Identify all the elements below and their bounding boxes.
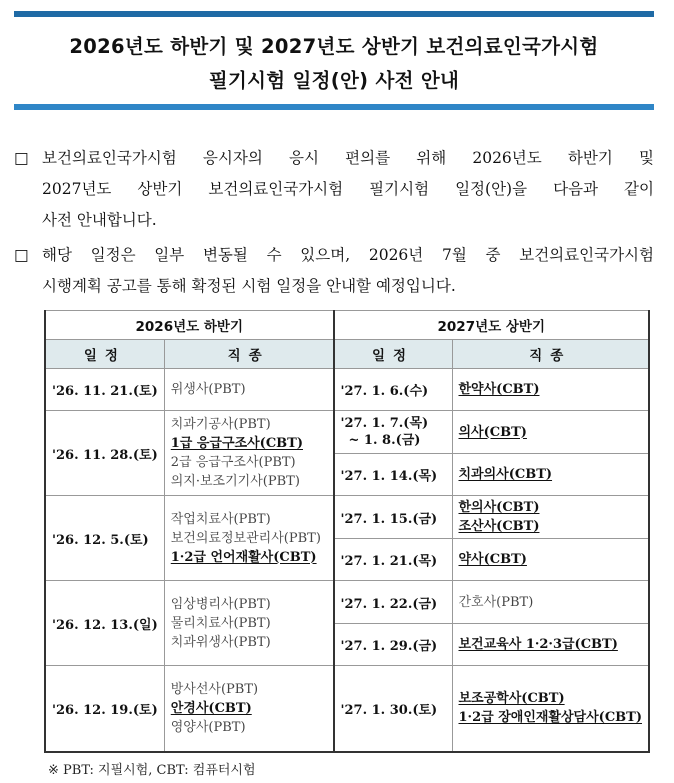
title-top-rule bbox=[14, 11, 654, 17]
job-item: 임상병리사(PBT) bbox=[170, 596, 271, 612]
paragraph-line: 보건의료인국가시험 응시자의 응시 편의를 위해 2026년도 하반기 및 bbox=[42, 149, 654, 167]
job-item: 1·2급 장애인재활상담사(CBT) bbox=[458, 710, 642, 726]
job-cell bbox=[164, 581, 333, 666]
notice-paragraph-2 bbox=[14, 240, 654, 302]
job-item: 보건의료정보관리사(PBT) bbox=[170, 530, 321, 546]
date-cell: '27. 1. 15.(금) bbox=[334, 496, 452, 539]
notice-paragraph-1 bbox=[14, 143, 654, 236]
job-item: 한약사(CBT) bbox=[458, 382, 540, 397]
job-item: 의사(CBT) bbox=[458, 424, 527, 440]
job-item: 간호사(PBT) bbox=[458, 594, 534, 610]
col-header-job: 직종 bbox=[164, 340, 333, 369]
job-cell bbox=[452, 454, 649, 496]
bullet-box-icon: □ bbox=[14, 149, 29, 167]
job-item: 치과위생사(PBT) bbox=[170, 634, 271, 650]
job-item: 영양사(PBT) bbox=[170, 719, 246, 735]
job-item: 보건교육사 1·2·3급(CBT) bbox=[458, 637, 618, 652]
job-item: 2급 응급구조사(PBT) bbox=[170, 455, 296, 470]
date-cell: '27. 1. 6.(수) bbox=[334, 369, 452, 411]
job-cell bbox=[452, 666, 649, 752]
job-cell bbox=[452, 624, 649, 666]
date-cell: '27. 1. 14.(목) bbox=[334, 454, 452, 496]
job-cell bbox=[164, 496, 333, 581]
date-cell: '27. 1. 29.(금) bbox=[334, 624, 452, 666]
job-cell bbox=[452, 411, 649, 454]
col-header-job: 직종 bbox=[452, 340, 649, 369]
date-cell: '27. 1. 30.(토) bbox=[334, 666, 452, 752]
paragraph-line: 사전 안내합니다. bbox=[42, 211, 157, 229]
footnote-legend: ※ PBT: 지필시험, CBT: 컴퓨터시험 bbox=[48, 763, 256, 778]
page-title-line1: 2026년도 하반기 및 2027년도 상반기 보건의료인국가시험 bbox=[69, 35, 599, 58]
job-cell bbox=[452, 496, 649, 539]
date-line: ~ 1. 8.(금) bbox=[348, 433, 421, 448]
job-item: 1급 응급구조사(CBT) bbox=[170, 436, 303, 451]
date-cell: '26. 11. 28.(토) bbox=[45, 411, 164, 496]
job-cell bbox=[164, 411, 333, 496]
date-cell: '26. 12. 13.(일) bbox=[45, 581, 164, 666]
job-item: 치과의사(CBT) bbox=[458, 467, 553, 482]
bullet-box-icon: □ bbox=[14, 246, 29, 264]
paragraph-line: 2027년도 상반기 보건의료인국가시험 필기시험 일정(안)을 다음과 같이 bbox=[42, 180, 654, 198]
job-cell bbox=[452, 369, 649, 411]
group-header-2026-h2: 2026년도 하반기 bbox=[45, 311, 334, 340]
job-item: 조산사(CBT) bbox=[458, 519, 540, 534]
job-cell bbox=[164, 369, 333, 411]
job-item: 위생사(PBT) bbox=[170, 382, 246, 397]
job-item: 약사(CBT) bbox=[458, 552, 527, 567]
job-cell bbox=[452, 539, 649, 581]
date-cell: '27. 1. 22.(금) bbox=[334, 581, 452, 624]
page-title-line2: 필기시험 일정(안) 사전 안내 bbox=[208, 69, 460, 92]
job-cell bbox=[164, 666, 333, 752]
title-bottom-rule bbox=[14, 104, 654, 110]
paragraph-line: 해당 일정은 일부 변동될 수 있으며, 2026년 7월 중 보건의료인국가시험 bbox=[42, 246, 654, 264]
date-cell: '27. 1. 21.(목) bbox=[334, 539, 452, 581]
col-header-date: 일정 bbox=[334, 340, 452, 369]
job-item: 물리치료사(PBT) bbox=[170, 615, 271, 631]
date-cell bbox=[334, 411, 452, 454]
job-item: 작업치료사(PBT) bbox=[170, 511, 271, 527]
date-cell: '26. 12. 5.(토) bbox=[45, 496, 164, 581]
date-cell: '26. 12. 19.(토) bbox=[45, 666, 164, 752]
job-item: 보조공학사(CBT) bbox=[458, 691, 565, 707]
job-item: 안경사(CBT) bbox=[170, 700, 252, 716]
job-item: 방사선사(PBT) bbox=[170, 681, 259, 697]
date-cell: '26. 11. 21.(토) bbox=[45, 369, 164, 411]
job-cell bbox=[452, 581, 649, 624]
job-item: 한의사(CBT) bbox=[458, 500, 540, 515]
col-header-date: 일정 bbox=[45, 340, 164, 369]
exam-schedule-table bbox=[44, 310, 650, 753]
date-line: '27. 1. 7.(목) bbox=[340, 416, 429, 431]
job-item: 의지·보조기기사(PBT) bbox=[170, 474, 300, 489]
job-item: 치과기공사(PBT) bbox=[170, 417, 271, 432]
job-item: 1·2급 언어재활사(CBT) bbox=[170, 549, 317, 565]
paragraph-line: 시행계획 공고를 통해 확정된 시험 일정을 안내할 예정입니다. bbox=[42, 277, 456, 295]
group-header-2027-h1: 2027년도 상반기 bbox=[334, 311, 649, 340]
